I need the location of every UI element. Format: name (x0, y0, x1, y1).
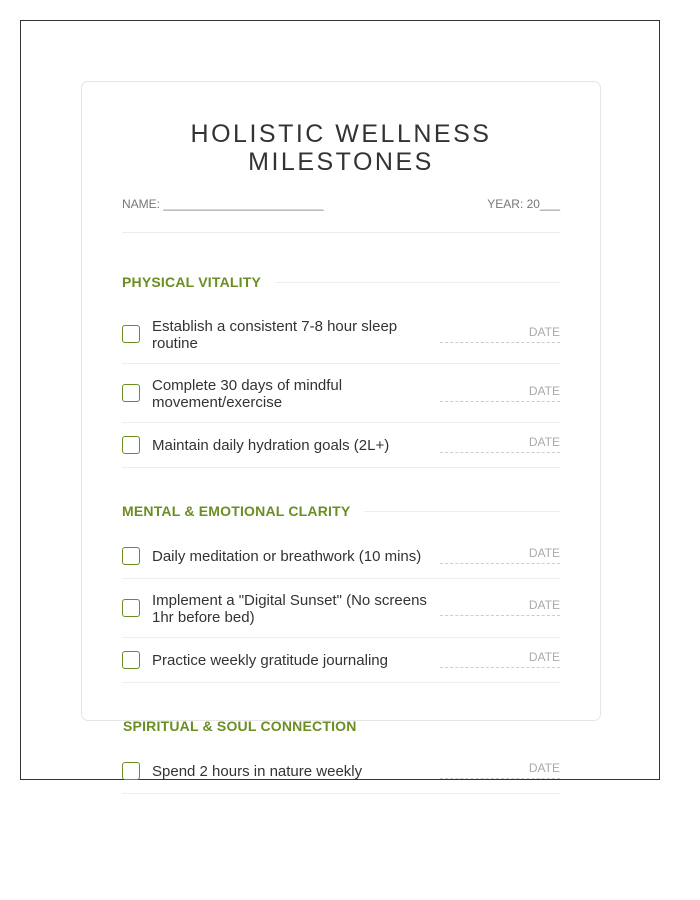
task-row (122, 749, 560, 794)
meta-row (122, 197, 560, 211)
task-checkbox[interactable] (122, 762, 140, 780)
task-row (122, 364, 560, 423)
task-checkbox[interactable] (122, 436, 140, 454)
date-field[interactable]: DATE (440, 761, 560, 779)
date-field[interactable]: DATE (440, 435, 560, 453)
task-row (122, 534, 560, 579)
task-checkbox[interactable] (122, 599, 140, 617)
task-checkbox[interactable] (122, 547, 140, 565)
section-divider (364, 511, 560, 512)
section-physical-vitality (122, 274, 560, 290)
task-text: Complete 30 days of mindful movement/exercise (152, 377, 343, 411)
task-text: Practice weekly gratitude journaling (152, 652, 388, 669)
task-text: Establish a consistent 7-8 hour sleep routine (152, 318, 398, 352)
section-mental-emotional-clarity (122, 503, 560, 519)
section-title: PHYSICAL VITALITY (122, 274, 262, 290)
date-field[interactable]: DATE (440, 598, 560, 616)
section-divider (275, 282, 560, 283)
task-text: Daily meditation or breathwork (10 mins) (152, 548, 422, 565)
meta-divider (122, 232, 560, 233)
year-field[interactable]: YEAR: 20___ (487, 197, 560, 211)
date-field[interactable]: DATE (440, 546, 560, 564)
task-text: Implement a "Digital Sunset" (No screens 1hr before bed) (152, 592, 427, 626)
task-row (122, 638, 560, 683)
section-spiritual-soul-connection (123, 718, 561, 734)
section-title: SPIRITUAL & SOUL CONNECTION (123, 718, 357, 734)
task-row (122, 579, 560, 638)
task-text: Spend 2 hours in nature weekly (152, 763, 363, 780)
date-field[interactable]: DATE (440, 325, 560, 343)
task-row (122, 305, 560, 364)
task-row (122, 423, 560, 468)
title-line-2: MILESTONES (248, 148, 434, 176)
task-checkbox[interactable] (122, 651, 140, 669)
name-field[interactable]: NAME: ________________________ (122, 197, 324, 211)
task-checkbox[interactable] (122, 384, 140, 402)
task-text: Maintain daily hydration goals (2L+) (152, 437, 390, 454)
date-field[interactable]: DATE (440, 384, 560, 402)
title-line-1: HOLISTIC WELLNESS (190, 120, 492, 148)
page-title (122, 120, 560, 176)
date-field[interactable]: DATE (440, 650, 560, 668)
section-title: MENTAL & EMOTIONAL CLARITY (122, 503, 351, 519)
task-checkbox[interactable] (122, 325, 140, 343)
